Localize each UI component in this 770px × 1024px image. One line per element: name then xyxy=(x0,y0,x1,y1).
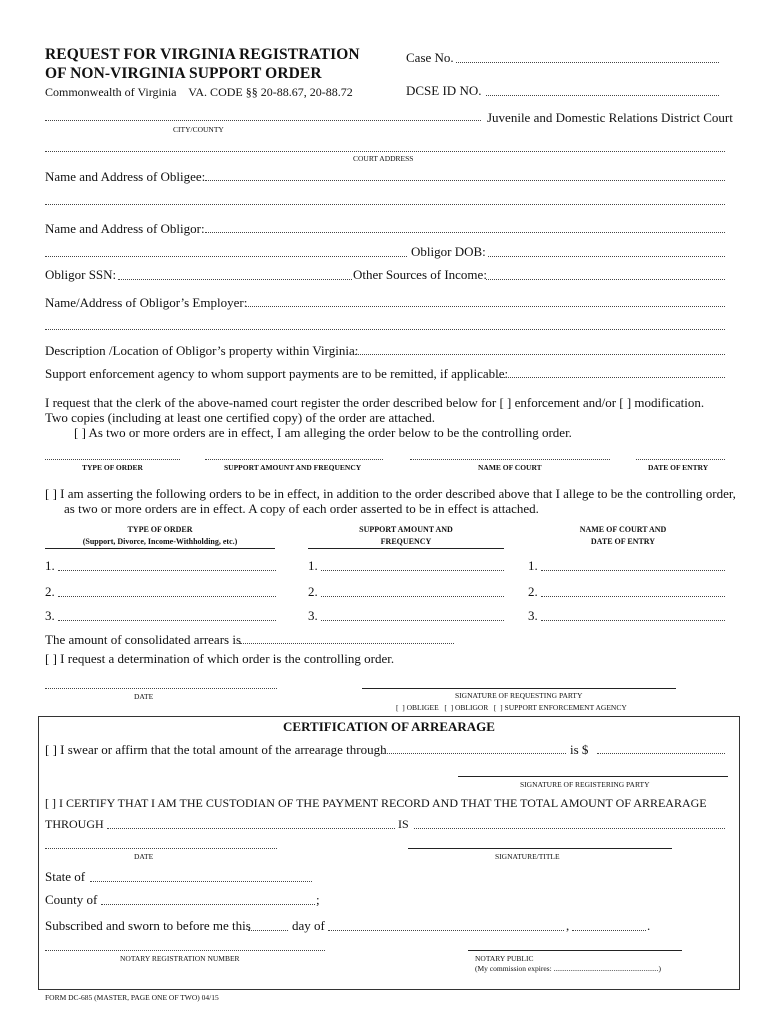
col-type-header: TYPE OF ORDER xyxy=(127,525,193,534)
court-name: Juvenile and Domestic Relations District Court xyxy=(487,110,733,125)
order-type-field-2[interactable] xyxy=(58,596,276,597)
notary-public-caption: NOTARY PUBLIC xyxy=(475,954,534,963)
signature-title-caption: SIGNATURE/TITLE xyxy=(495,852,560,861)
row-number: 3. xyxy=(528,608,538,623)
obligor-field[interactable] xyxy=(205,232,725,233)
obligee-field-line2[interactable] xyxy=(45,204,725,205)
notary-registration-caption: NOTARY REGISTRATION NUMBER xyxy=(120,954,240,963)
employer-field-line2[interactable] xyxy=(45,329,725,330)
obligor-label: Name and Address of Obligor: xyxy=(45,221,205,236)
day-field[interactable] xyxy=(248,930,288,931)
name-of-court-field[interactable] xyxy=(410,459,610,460)
dcse-id-field[interactable] xyxy=(486,95,719,96)
row-number: 3. xyxy=(45,608,55,623)
county-semicolon: ; xyxy=(316,892,320,907)
multiple-orders-line2: as two or more orders are in effect. A copy of each order asserted to be in effect is attached. xyxy=(64,501,539,516)
support-amount-field-1[interactable] xyxy=(321,570,504,571)
col-support-subheader: FREQUENCY xyxy=(380,537,432,546)
request-line1: I request that the clerk of the above-named court register the order described below for [ ] enforcement and/or [ ] modification. xyxy=(45,395,705,410)
property-field[interactable] xyxy=(355,354,725,355)
obligee-field[interactable] xyxy=(205,180,725,181)
court-date-field-2[interactable] xyxy=(541,596,725,597)
obligor-ssn-field[interactable] xyxy=(118,279,352,280)
obligee-label: Name and Address of Obligee: xyxy=(45,169,206,184)
county-field[interactable] xyxy=(101,904,315,905)
name-of-court-caption: NAME OF COURT xyxy=(478,463,542,472)
request-line2: Two copies (including at least one certified copy) of the order are attached. xyxy=(45,410,436,425)
registering-signature-field[interactable] xyxy=(458,776,728,777)
date-period: . xyxy=(647,918,651,933)
row-number: 1. xyxy=(308,558,318,573)
col-court-subheader: DATE OF ENTRY xyxy=(590,537,656,546)
form-title-line2: OF NON-VIRGINIA SUPPORT ORDER xyxy=(45,65,322,82)
swear-affirm-checkbox[interactable]: [ ] I swear or affirm that the total amount of the arrearage through xyxy=(45,742,387,757)
consolidated-arrears-field[interactable] xyxy=(240,643,454,644)
case-no-label: Case No. xyxy=(406,50,454,65)
property-label: Description /Location of Obligor’s property within Virginia: xyxy=(45,343,359,358)
request-signature-caption: SIGNATURE OF REQUESTING PARTY xyxy=(455,691,583,700)
col-type-subheader: (Support, Divorce, Income-Withholding, etc.) xyxy=(82,537,238,546)
controlling-order-checkbox[interactable]: [ ] As two or more orders are in effect, I am alleging the order below to be the controlling order. xyxy=(74,425,572,440)
support-amount-field[interactable] xyxy=(205,459,383,460)
obligor-field-line2[interactable] xyxy=(45,256,407,257)
day-of-label: day of xyxy=(292,918,325,933)
support-amount-field-2[interactable] xyxy=(321,596,504,597)
type-of-order-caption: TYPE OF ORDER xyxy=(82,463,143,472)
type-of-order-field[interactable] xyxy=(45,459,180,460)
date-of-entry-field[interactable] xyxy=(636,459,725,460)
court-address-field[interactable] xyxy=(45,151,725,152)
row-number: 3. xyxy=(308,608,318,623)
arrearage-through-date-field[interactable] xyxy=(383,753,566,754)
court-date-field-1[interactable] xyxy=(541,570,725,571)
employer-label: Name/Address of Obligor’s Employer: xyxy=(45,295,248,310)
other-income-field[interactable] xyxy=(486,279,725,280)
county-label: County of xyxy=(45,892,98,907)
registering-signature-caption: SIGNATURE OF REGISTERING PARTY xyxy=(520,780,650,789)
cert-date-field[interactable] xyxy=(45,848,277,849)
row-number: 1. xyxy=(528,558,538,573)
notary-registration-field[interactable] xyxy=(45,950,325,951)
city-county-caption: CITY/COUNTY xyxy=(173,125,224,134)
court-date-field-3[interactable] xyxy=(541,620,725,621)
city-county-field[interactable] xyxy=(45,120,481,121)
date-of-entry-caption: DATE OF ENTRY xyxy=(648,463,709,472)
obligor-ssn-label: Obligor SSN: xyxy=(45,267,117,282)
request-signature-field[interactable] xyxy=(362,688,676,689)
case-no-field[interactable] xyxy=(456,62,719,63)
order-type-field-3[interactable] xyxy=(58,620,276,621)
row-number: 2. xyxy=(308,584,318,599)
col-support-rule xyxy=(308,548,504,549)
year-field[interactable] xyxy=(572,930,646,931)
support-amount-caption: SUPPORT AMOUNT AND FREQUENCY xyxy=(224,463,362,472)
cert-date-caption: DATE xyxy=(134,852,154,861)
order-type-field-1[interactable] xyxy=(58,570,276,571)
date-comma: , xyxy=(566,918,570,933)
row-number: 1. xyxy=(45,558,55,573)
obligor-dob-field[interactable] xyxy=(488,256,725,257)
is-dollar-label: is $ xyxy=(570,742,589,757)
is-label: IS xyxy=(398,817,409,831)
form-title-line1: REQUEST FOR VIRGINIA REGISTRATION xyxy=(45,46,360,63)
determination-checkbox[interactable]: [ ] I request a determination of which order is the controlling order. xyxy=(45,651,395,666)
party-type-checkboxes[interactable]: [ ] OBLIGEE [ ] OBLIGOR [ ] SUPPORT ENFORCEMENT AGENCY xyxy=(396,703,627,712)
other-income-label: Other Sources of Income: xyxy=(353,267,487,282)
support-amount-field-3[interactable] xyxy=(321,620,504,621)
multiple-orders-checkbox[interactable]: [ ] I am asserting the following orders to be in effect, in addition to the order described above that I allege to be the controlling order, xyxy=(45,486,736,501)
agency-field[interactable] xyxy=(497,377,725,378)
notary-signature-field[interactable] xyxy=(468,950,682,951)
commission-expires-caption: (My commission expires: ........................................................) xyxy=(475,964,662,973)
state-field[interactable] xyxy=(90,881,312,882)
court-address-caption: COURT ADDRESS xyxy=(353,154,414,163)
signature-title-field[interactable] xyxy=(408,848,672,849)
dcse-id-label: DCSE ID NO. xyxy=(406,83,482,98)
request-date-field[interactable] xyxy=(45,688,277,689)
request-date-caption: DATE xyxy=(134,692,154,701)
custodian-certify-checkbox[interactable]: [ ] I CERTIFY THAT I AM THE CUSTODIAN OF THE PAYMENT RECORD AND THAT THE TOTAL AMOUNT OF ARREARAGE xyxy=(45,796,707,810)
col-court-header: NAME OF COURT AND xyxy=(579,525,667,534)
subscribed-label: Subscribed and sworn to before me this xyxy=(45,918,251,933)
custodian-amount-field[interactable] xyxy=(414,828,725,829)
arrearage-amount-field[interactable] xyxy=(597,753,725,754)
state-label: State of xyxy=(45,869,86,884)
certification-title: CERTIFICATION OF ARREARAGE xyxy=(283,719,495,734)
through-date-field[interactable] xyxy=(107,828,395,829)
month-field[interactable] xyxy=(328,930,564,931)
form-subtitle: Commonwealth of Virginia VA. CODE §§ 20-88.67, 20-88.72 xyxy=(45,85,353,99)
row-number: 2. xyxy=(45,584,55,599)
through-label: THROUGH xyxy=(45,817,104,831)
form-id: FORM DC-685 (MASTER, PAGE ONE OF TWO) 04/15 xyxy=(45,993,219,1002)
col-type-rule xyxy=(45,548,275,549)
row-number: 2. xyxy=(528,584,538,599)
employer-field[interactable] xyxy=(245,306,725,307)
col-support-header: SUPPORT AMOUNT AND xyxy=(359,525,453,534)
obligor-dob-label: Obligor DOB: xyxy=(411,244,486,259)
agency-label: Support enforcement agency to whom support payments are to be remitted, if applicable: xyxy=(45,366,509,381)
consolidated-arrears-label: The amount of consolidated arrears is xyxy=(45,632,242,647)
